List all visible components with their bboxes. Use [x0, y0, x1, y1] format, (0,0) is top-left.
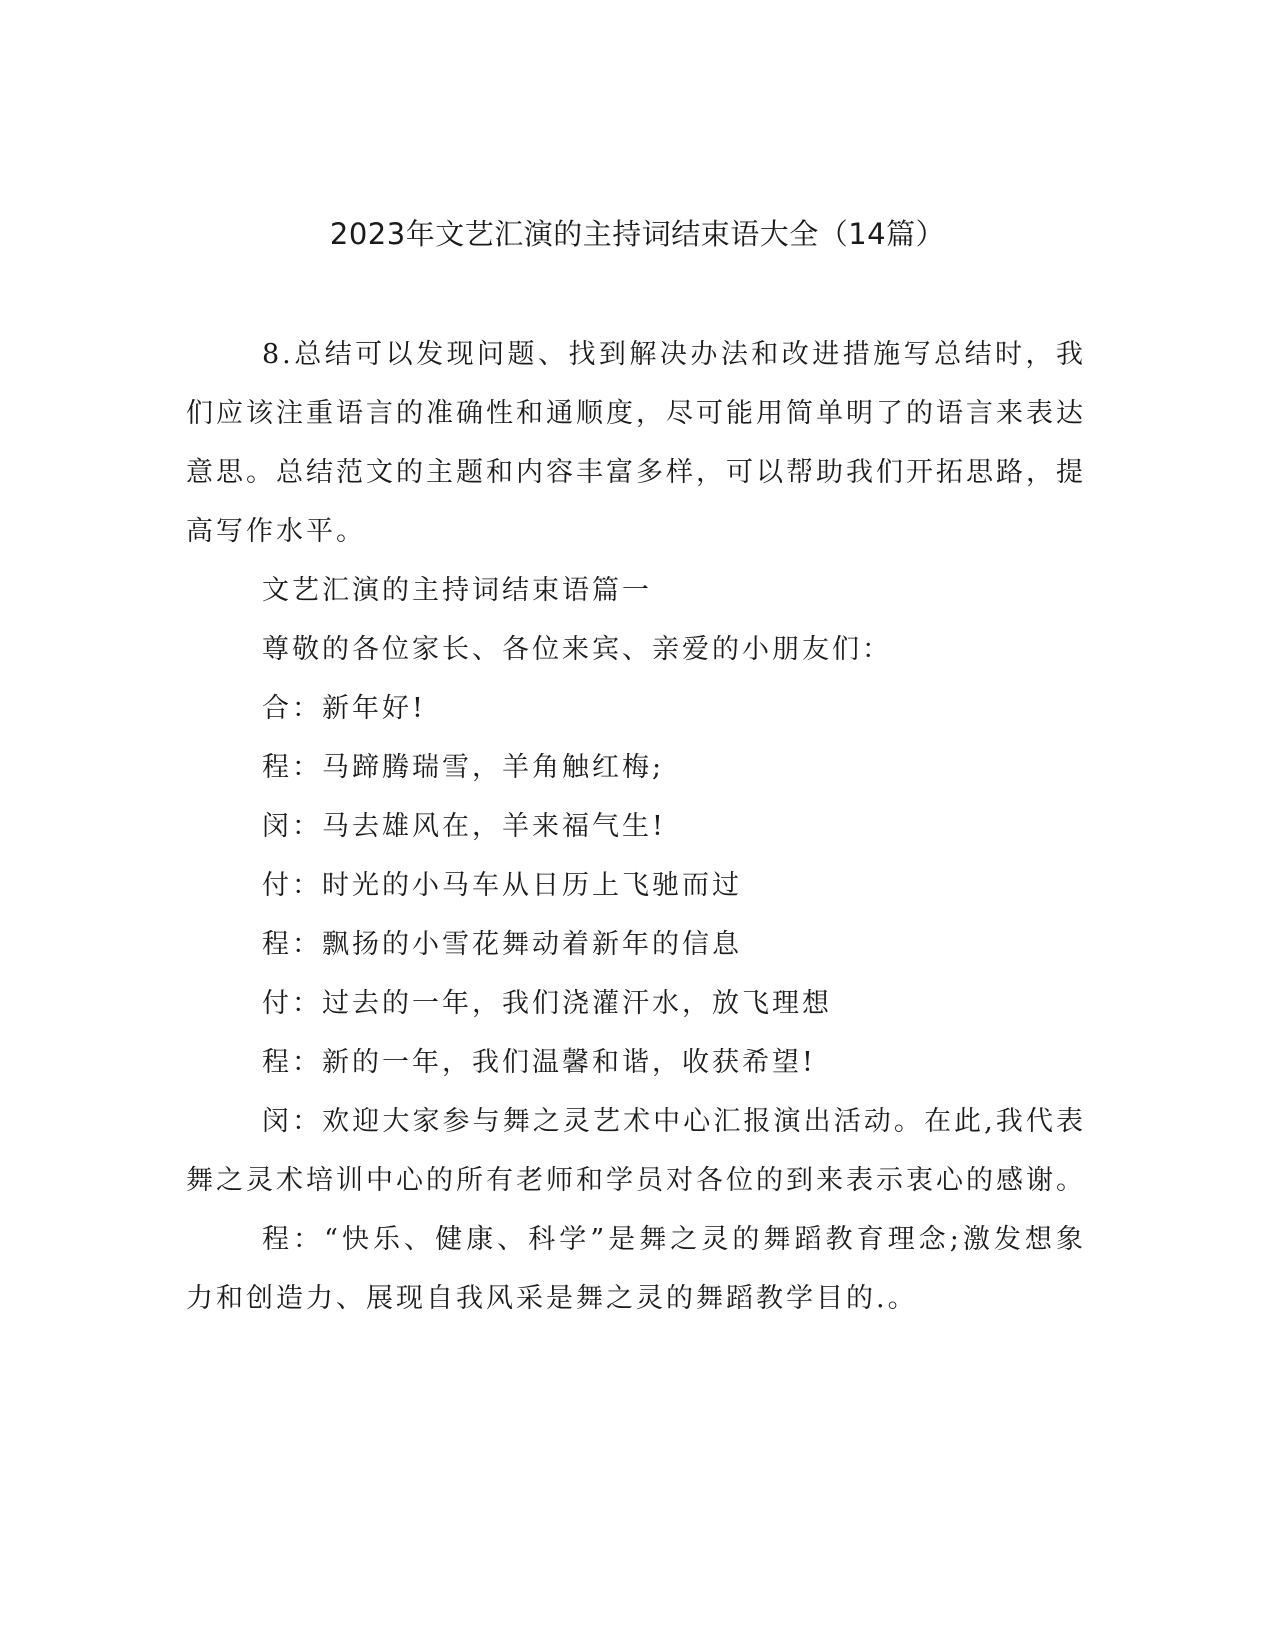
document-body [186, 325, 1086, 1328]
paragraph: 程：飘扬的小雪花舞动着新年的信息 [262, 929, 742, 960]
paragraph: 闵：欢迎大家参与舞之灵艺术中心汇报演出活动。在此,我代表舞之灵术培训中心的所有老师和学员对各位的到来表示衷心的感谢。 [186, 1106, 1086, 1196]
paragraph: 程：“快乐、健康、科学”是舞之灵的舞蹈教育理念;激发想象力和创造力、展现自我风采是舞之灵的舞蹈教学目的.。 [186, 1224, 1086, 1314]
paragraph: 合：新年好! [262, 693, 426, 724]
paragraph: 程：新的一年，我们温馨和谐，收获希望! [262, 1047, 816, 1078]
paragraph: 付：时光的小马车从日历上飞驰而过 [262, 870, 742, 901]
document-title: 2023年文艺汇演的主持词结束语大全（14篇） [329, 217, 946, 251]
paragraph: 尊敬的各位家长、各位来宾、亲爱的小朋友们： [262, 634, 892, 665]
paragraph: 8.总结可以发现问题、找到解决办法和改进措施写总结时，我们应该注重语言的准确性和通顺度，尽可能用简单明了的语言来表达意思。总结范文的主题和内容丰富多样，可以帮助我们开拓思路，提高写作水平。 [186, 339, 1086, 547]
paragraph: 闵：马去雄风在，羊来福气生! [262, 811, 666, 842]
paragraph: 程：马蹄腾瑞雪，羊角触红梅; [262, 752, 665, 783]
paragraph: 付：过去的一年，我们浇灌汗水，放飞理想 [262, 988, 832, 1019]
section-heading: 文艺汇演的主持词结束语篇一 [262, 575, 652, 606]
